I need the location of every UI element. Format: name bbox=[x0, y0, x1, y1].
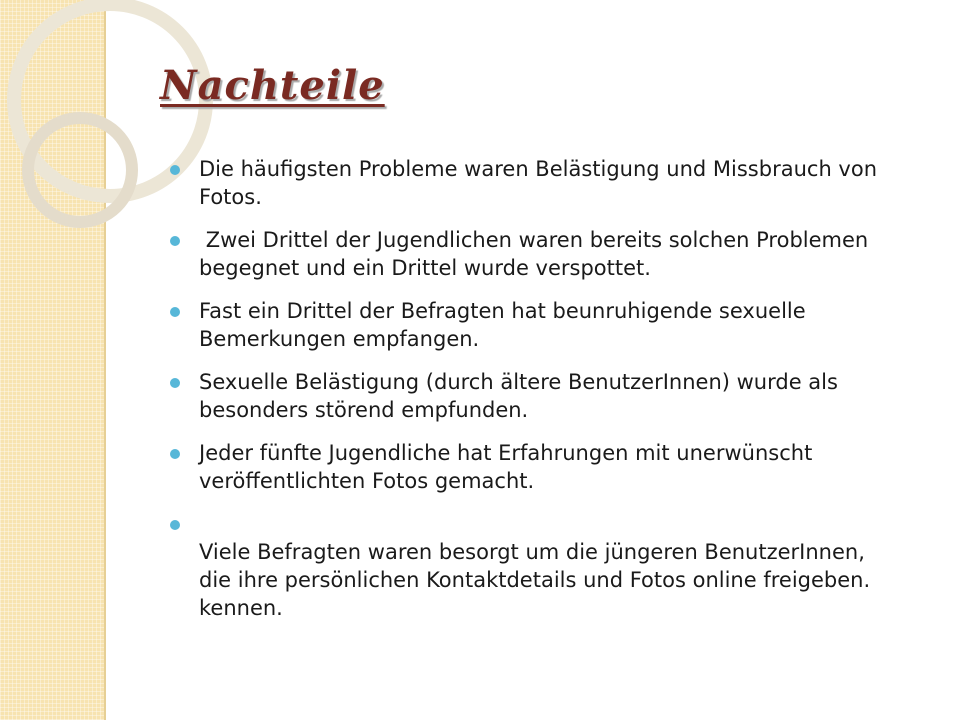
bullet-item bbox=[170, 297, 900, 353]
bullet-list bbox=[170, 155, 900, 637]
bullet-icon bbox=[170, 378, 180, 388]
bullet-icon bbox=[170, 449, 180, 459]
bullet-text: Viele Befragten waren besorgt um die jüngeren BenutzerInnen, die ihre persönlichen Kontaktdetails und Fotos online freigeben. kennen. bbox=[199, 540, 871, 620]
bullet-text: Zwei Drittel der Jugendlichen waren bereits solchen Problemen begegnet und ein Drittel wurde verspottet. bbox=[199, 228, 875, 280]
bullet-text: Fast ein Drittel der Befragten hat beunruhigende sexuelle Bemerkungen empfangen. bbox=[199, 299, 813, 351]
decorative-side-band bbox=[0, 0, 106, 720]
bullet-item bbox=[170, 155, 900, 211]
bullet-item bbox=[170, 368, 900, 424]
bullet-icon bbox=[170, 165, 180, 175]
slide-title: Nachteile bbox=[160, 62, 385, 109]
bullet-text: Die häufigsten Probleme waren Belästigung und Missbrauch von Fotos. bbox=[199, 157, 884, 209]
bullet-item bbox=[170, 439, 900, 495]
bullet-item bbox=[170, 510, 900, 622]
bullet-text: Jeder fünfte Jugendliche hat Erfahrungen mit unerwünscht veröffentlichten Fotos gemacht. bbox=[199, 441, 819, 493]
bullet-text: Sexuelle Belästigung (durch ältere BenutzerInnen) wurde als besonders störend empfunden. bbox=[199, 370, 845, 422]
bullet-item bbox=[170, 226, 900, 282]
bullet-icon bbox=[170, 520, 180, 530]
bullet-icon bbox=[170, 307, 180, 317]
bullet-icon bbox=[170, 236, 180, 246]
